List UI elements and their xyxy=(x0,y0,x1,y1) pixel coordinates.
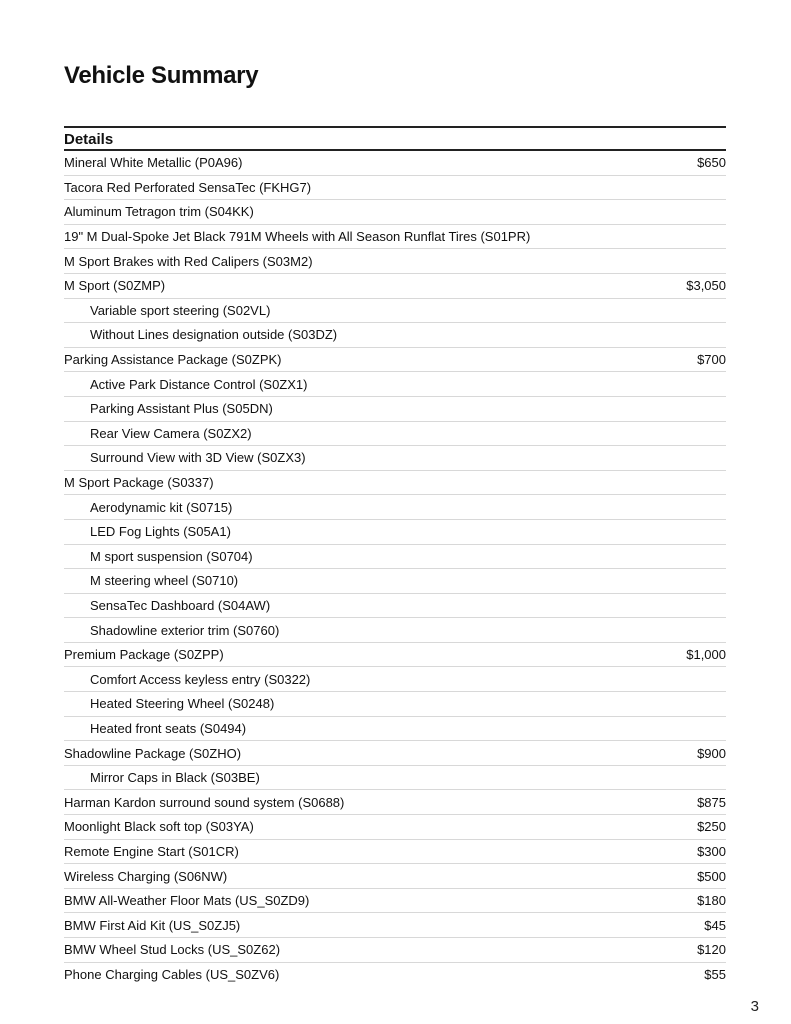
sub-item-row xyxy=(64,520,726,545)
item-label: Surround View with 3D View (S0ZX3) xyxy=(90,450,306,466)
item-label: Mirror Caps in Black (S03BE) xyxy=(90,770,260,786)
item-label: Rear View Camera (S0ZX2) xyxy=(90,425,252,441)
item-label: Active Park Distance Control (S0ZX1) xyxy=(90,376,308,392)
table-row xyxy=(64,225,726,250)
table-row xyxy=(64,938,726,963)
table-row xyxy=(64,643,726,668)
item-price: $875 xyxy=(697,794,726,810)
item-price: $180 xyxy=(697,893,726,909)
table-row xyxy=(64,200,726,225)
item-label: Parking Assistance Package (S0ZPK) xyxy=(64,352,282,368)
item-label: Harman Kardon surround sound system (S0688) xyxy=(64,794,345,810)
item-label: Parking Assistant Plus (S05DN) xyxy=(90,401,273,417)
item-label: Remote Engine Start (S01CR) xyxy=(64,843,239,859)
sub-item-row xyxy=(64,397,726,422)
item-price: $900 xyxy=(697,745,726,761)
item-label: Moonlight Black soft top (S03YA) xyxy=(64,819,254,835)
item-label: Comfort Access keyless entry (S0322) xyxy=(90,671,311,687)
item-price: $500 xyxy=(697,868,726,884)
item-label: Shadowline Package (S0ZHO) xyxy=(64,745,242,761)
sub-item-row xyxy=(64,618,726,643)
item-label: Heated front seats (S0494) xyxy=(90,720,247,736)
table-row xyxy=(64,963,726,988)
item-price: $3,050 xyxy=(686,278,726,294)
item-label: Shadowline exterior trim (S0760) xyxy=(90,622,280,638)
sub-item-row xyxy=(64,667,726,692)
item-label: SensaTec Dashboard (S04AW) xyxy=(90,597,271,613)
table-row xyxy=(64,274,726,299)
sub-item-row xyxy=(64,299,726,324)
item-label: Phone Charging Cables (US_S0ZV6) xyxy=(64,967,280,983)
item-label: M Sport Package (S0337) xyxy=(64,475,214,491)
item-label: M steering wheel (S0710) xyxy=(90,573,239,589)
item-label: BMW First Aid Kit (US_S0ZJ5) xyxy=(64,917,241,933)
sub-item-row xyxy=(64,594,726,619)
table-row xyxy=(64,889,726,914)
sub-item-row xyxy=(64,323,726,348)
item-price: $45 xyxy=(704,917,726,933)
table-row xyxy=(64,840,726,865)
item-label: M sport suspension (S0704) xyxy=(90,548,253,564)
table-row xyxy=(64,864,726,889)
sub-item-row xyxy=(64,372,726,397)
details-table xyxy=(64,126,726,987)
sub-item-row xyxy=(64,422,726,447)
sub-item-row xyxy=(64,495,726,520)
table-row xyxy=(64,741,726,766)
item-label: BMW All-Weather Floor Mats (US_S0ZD9) xyxy=(64,893,310,909)
table-row xyxy=(64,151,726,176)
item-price: $650 xyxy=(697,155,726,171)
item-label: Aluminum Tetragon trim (S04KK) xyxy=(64,204,254,220)
sub-item-row xyxy=(64,569,726,594)
item-label: Heated Steering Wheel (S0248) xyxy=(90,696,275,712)
item-label: Tacora Red Perforated SensaTec (FKHG7) xyxy=(64,179,312,195)
item-price: $1,000 xyxy=(686,647,726,663)
item-price: $55 xyxy=(704,967,726,983)
item-label: M Sport (S0ZMP) xyxy=(64,278,166,294)
item-label: Premium Package (S0ZPP) xyxy=(64,647,224,663)
table-row xyxy=(64,790,726,815)
page-title: Vehicle Summary xyxy=(64,62,259,89)
section-heading-details: Details xyxy=(64,126,726,151)
sub-item-row xyxy=(64,766,726,791)
item-label: Variable sport steering (S02VL) xyxy=(90,302,271,318)
item-label: Without Lines designation outside (S03DZ) xyxy=(90,327,338,343)
item-label: Mineral White Metallic (P0A96) xyxy=(64,155,243,171)
table-row xyxy=(64,471,726,496)
sub-item-row xyxy=(64,717,726,742)
sub-item-row xyxy=(64,446,726,471)
table-row xyxy=(64,348,726,373)
table-row xyxy=(64,815,726,840)
item-label: LED Fog Lights (S05A1) xyxy=(90,524,231,540)
item-price: $120 xyxy=(697,942,726,958)
details-rows xyxy=(64,151,726,987)
item-label: M Sport Brakes with Red Calipers (S03M2) xyxy=(64,253,313,269)
page-number: 3 xyxy=(750,998,759,1015)
item-label: Aerodynamic kit (S0715) xyxy=(90,499,233,515)
item-price: $700 xyxy=(697,352,726,368)
item-label: 19" M Dual-Spoke Jet Black 791M Wheels with All Season Runflat Tires (S01PR) xyxy=(64,229,531,245)
table-row xyxy=(64,176,726,201)
item-label: Wireless Charging (S06NW) xyxy=(64,868,228,884)
sub-item-row xyxy=(64,692,726,717)
table-row xyxy=(64,913,726,938)
table-row xyxy=(64,249,726,274)
item-price: $250 xyxy=(697,819,726,835)
sub-item-row xyxy=(64,545,726,570)
item-price: $300 xyxy=(697,843,726,859)
item-label: BMW Wheel Stud Locks (US_S0Z62) xyxy=(64,942,281,958)
